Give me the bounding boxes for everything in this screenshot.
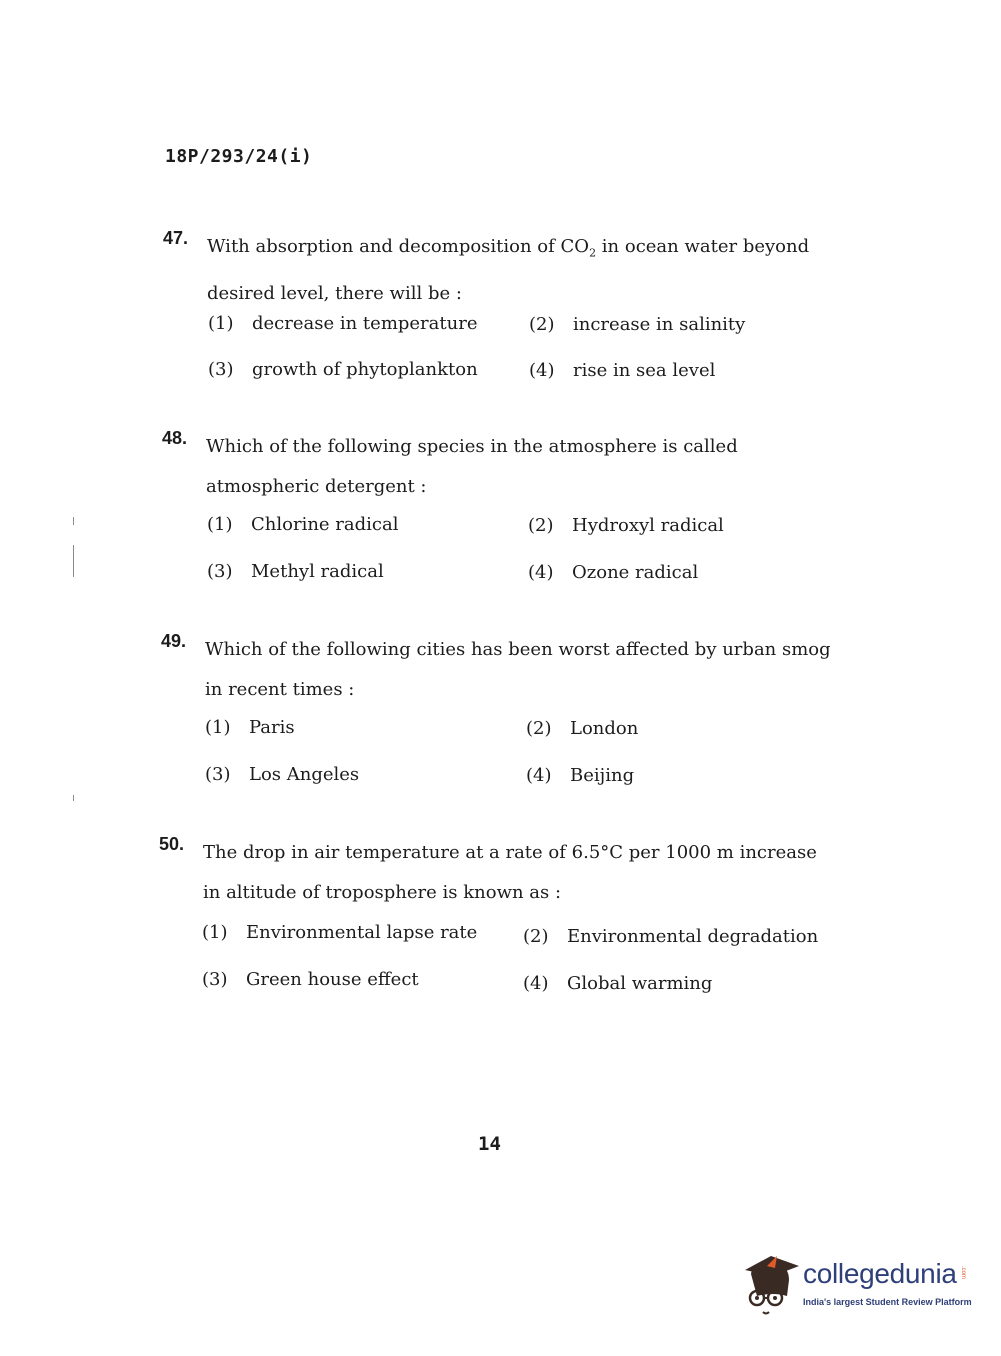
scan-mark [73, 517, 74, 525]
question-number: 50. [159, 834, 185, 854]
mascot-icon [743, 1252, 803, 1318]
scan-mark [73, 795, 74, 801]
option-49-1: (1) Paris [205, 717, 295, 738]
question-text: Which of the following cities has been worst affected by urban smog in recent times : [205, 639, 831, 700]
logo-brand-text: collegedunia [803, 1258, 957, 1289]
question-number: 49. [161, 631, 187, 651]
question-number: 47. [163, 228, 189, 248]
logo-tagline: India's largest Student Review Platform [803, 1297, 972, 1307]
option-47-3: (3) growth of phytoplankton [208, 359, 478, 380]
option-47-2: (2) increase in salinity [529, 314, 746, 335]
option-50-2: (2) Environmental degradation [523, 926, 819, 947]
collegedunia-logo [743, 1252, 973, 1322]
question-text: With absorption and decomposition of $CO_2$ in ocean water beyond desired level, there will be : [207, 236, 810, 304]
question-text: The drop in air temperature at a rate of 6.5°C per 1000 m increase in altitude of troposphere is known as : [203, 842, 817, 903]
option-48-4: (4) Ozone radical [528, 562, 699, 583]
option-48-3: (3) Methyl radical [207, 561, 384, 582]
scan-mark [73, 545, 74, 577]
page-number: 14 [478, 1133, 501, 1155]
logo-domain-suffix: .com [960, 1266, 966, 1280]
option-49-2: (2) London [526, 718, 639, 739]
option-49-4: (4) Beijing [526, 765, 635, 786]
question-text: Which of the following species in the atmosphere is called atmospheric detergent : [206, 436, 738, 497]
paper-code: 18P/293/24(i) [165, 146, 313, 167]
option-50-4: (4) Global warming [523, 973, 713, 994]
option-48-1: (1) Chlorine radical [207, 514, 399, 535]
question-number: 48. [162, 428, 188, 448]
option-47-4: (4) rise in sea level [529, 360, 716, 381]
option-50-1: (1) Environmental lapse rate [202, 922, 478, 943]
option-47-1: (1) decrease in temperature [208, 313, 478, 334]
option-50-3: (3) Green house effect [202, 969, 419, 990]
option-48-2: (2) Hydroxyl radical [528, 515, 724, 536]
option-49-3: (3) Los Angeles [205, 764, 360, 785]
